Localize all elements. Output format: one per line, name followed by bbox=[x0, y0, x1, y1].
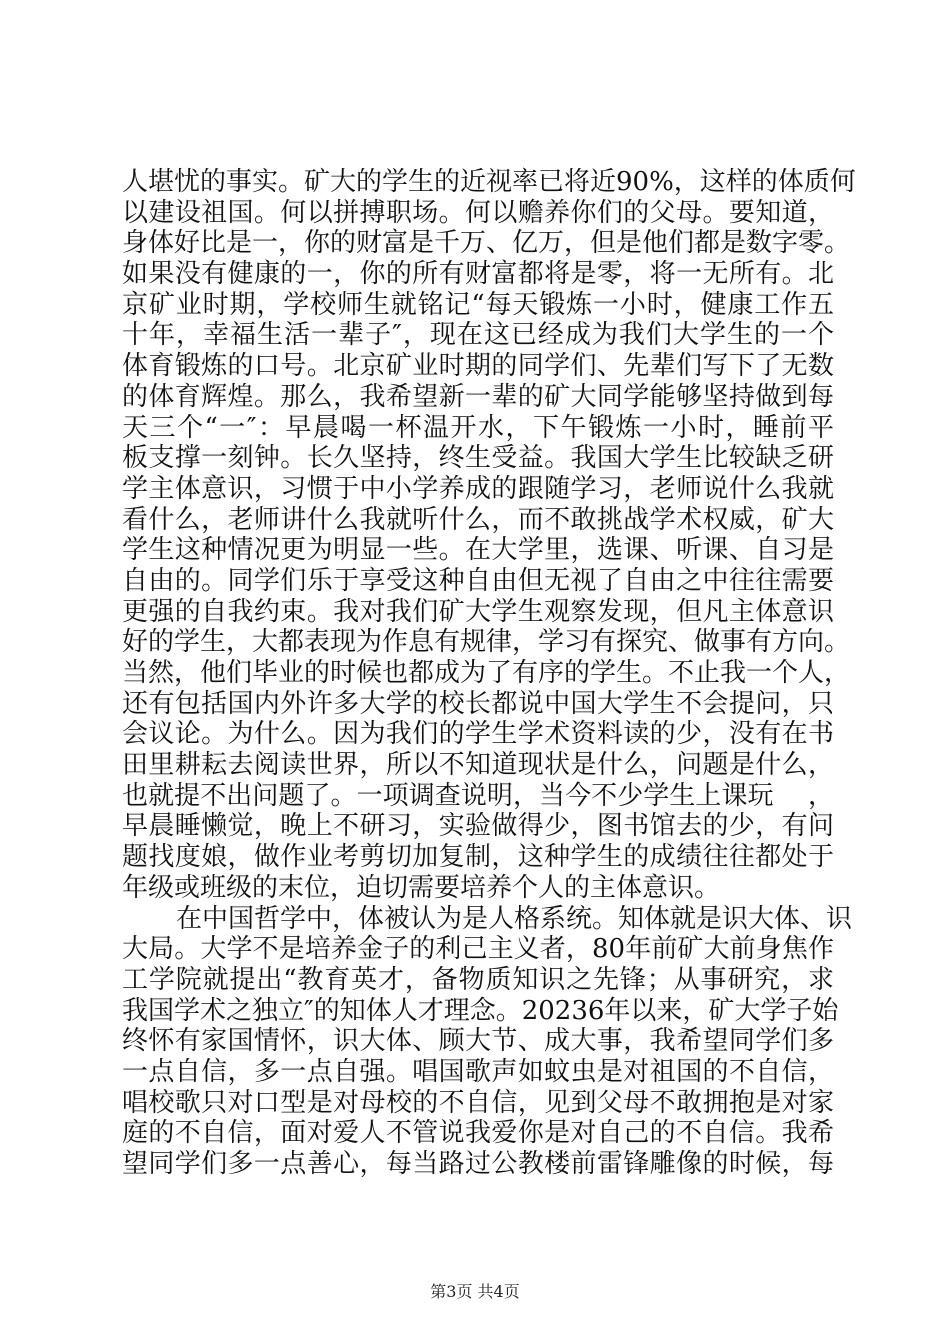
text-line: 的体育辉煌。那么，我希望新一辈的矿大同学能够坚持做到每 bbox=[122, 381, 834, 412]
text-line: 以建设祖国。何以拼搏职场。何以赡养你们的父母。要知道， bbox=[122, 197, 834, 228]
text-line: 学主体意识，习惯于中小学养成的跟随学习，老师说什么我就 bbox=[122, 473, 834, 504]
text-line: 会议论。为什么。因为我们的学生学术资料读的少，没有在书 bbox=[122, 719, 834, 750]
text-line: 人堪忧的事实。矿大的学生的近视率已将近90%，这样的体质何 bbox=[122, 167, 856, 197]
text-line: 我国学术之独立″的知体人才理念。20236年以来，矿大学子始 bbox=[122, 995, 839, 1026]
text-line: 庭的不自信，面对爱人不管说我爱你是对自己的不自信。我希 bbox=[122, 1118, 834, 1149]
page-footer: 第3页 共4页 bbox=[430, 1282, 520, 1301]
text-line: 还有包括国内外许多大学的校长都说中国大学生不会提问，只 bbox=[122, 688, 834, 719]
text-line: 看什么，老师讲什么我就听什么，而不敢挑战学术权威，矿大 bbox=[122, 504, 834, 535]
text-line: 田里耕耘去阅读世界，所以不知道现状是什么，问题是什么， bbox=[122, 750, 834, 781]
text-line: 自由的。同学们乐于享受这种自由但无视了自由之中往往需要 bbox=[122, 565, 834, 596]
text-line: 年级或班级的末位，迫切需要培养个人的主体意识。 bbox=[122, 872, 721, 903]
text-line: 天三个“一″：早晨喝一杯温开水，下午锻炼一小时，睡前平 bbox=[122, 412, 834, 443]
text-line: 十年，幸福生活一辈子″，现在这已经成为我们大学生的一个 bbox=[122, 320, 834, 351]
text-line: 在中国哲学中，体被认为是人格系统。知体就是识大体、识 bbox=[176, 903, 853, 934]
text-line: 如果没有健康的一，你的所有财富都将是零，将一无所有。北 bbox=[122, 259, 834, 290]
text-line: 京矿业时期，学校师生就铭记“每天锻炼一小时，健康工作五 bbox=[122, 289, 834, 320]
text-line: 一点自信，多一点自强。唱国歌声如蚊虫是对祖国的不自信， bbox=[122, 1056, 834, 1087]
text-line: 望同学们多一点善心，每当路过公教楼前雷锋雕像的时候，每 bbox=[122, 1149, 834, 1179]
text-line: 也就提不出问题了。一项调查说明，当今不少学生上课玩 ， bbox=[122, 780, 834, 811]
text-line: 板支撑一刻钟。长久坚持，终生受益。我国大学生比较缺乏研 bbox=[122, 443, 834, 474]
text-line: 好的学生，大都表现为作息有规律，学习有探究、做事有方向。 bbox=[122, 627, 851, 658]
text-line: 题找度娘，做作业考剪切加复制，这种学生的成绩往往都处于 bbox=[122, 842, 834, 873]
text-line: 体育锻炼的口号。北京矿业时期的同学们、先辈们写下了无数 bbox=[122, 351, 834, 382]
text-line: 唱校歌只对口型是对母校的不自信，见到父母不敢拥抱是对家 bbox=[122, 1087, 834, 1118]
text-line: 学生这种情况更为明显一些。在大学里，选课、听课、自习是 bbox=[122, 535, 834, 566]
text-line: 更强的自我约束。我对我们矿大学生观察发现，但凡主体意识 bbox=[122, 596, 834, 627]
text-line: 终怀有家国情怀，识大体、顾大节、成大事，我希望同学们多 bbox=[122, 1026, 834, 1057]
text-line: 身体好比是一，你的财富是千万、亿万，但是他们都是数字零。 bbox=[122, 228, 851, 259]
text-line: 大局。大学不是培养金子的利己主义者，80年前矿大前身焦作 bbox=[122, 934, 834, 965]
text-line: 工学院就提出“教育英才，备物质知识之先锋；从事研究，求 bbox=[122, 964, 834, 995]
document-body bbox=[122, 167, 856, 1180]
text-line: 早晨睡懒觉，晚上不研习，实验做得少，图书馆去的少，有问 bbox=[122, 811, 834, 842]
text-line: 当然，他们毕业的时候也都成为了有序的学生。不止我一个人， bbox=[122, 658, 851, 688]
